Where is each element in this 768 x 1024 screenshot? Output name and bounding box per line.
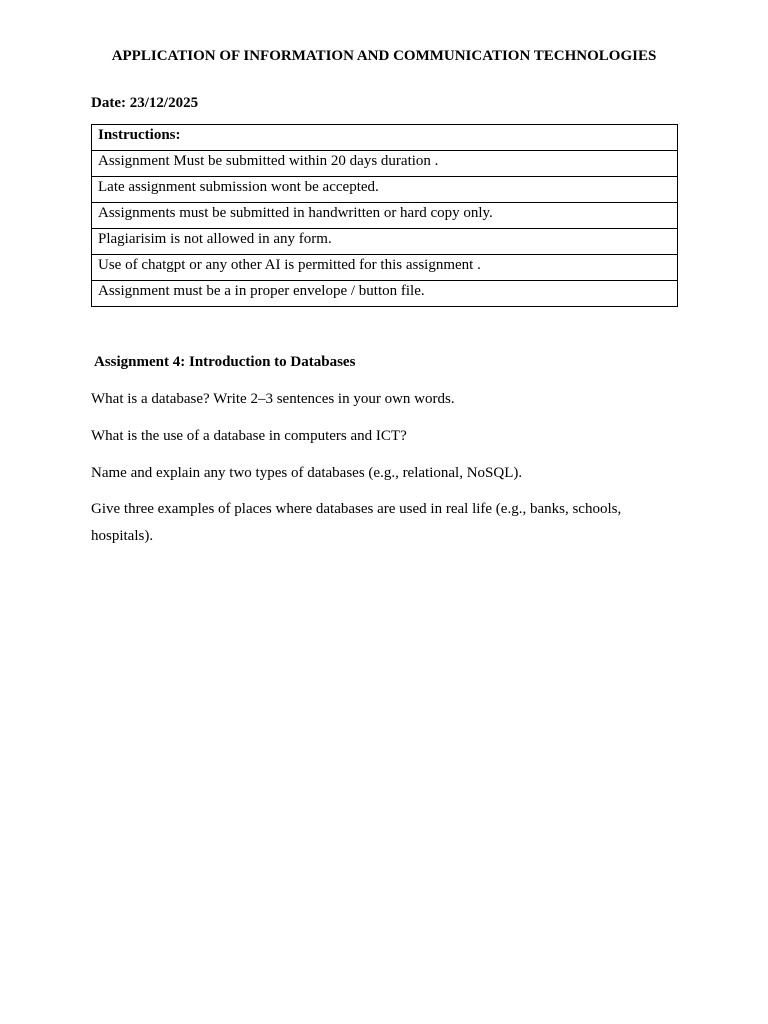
instruction-row <box>92 229 678 255</box>
instruction-row <box>92 151 678 177</box>
instructions-header-row <box>92 125 678 151</box>
document-title: APPLICATION OF INFORMATION AND COMMUNICATION TECHNOLOGIES <box>111 48 657 64</box>
instruction-item: Use of chatgpt or any other AI is permitted for this assignment . <box>92 255 678 281</box>
instruction-item: Plagiarisim is not allowed in any form. <box>92 229 678 255</box>
instruction-item: Assignments must be submitted in handwritten or hard copy only. <box>92 203 678 229</box>
instruction-row <box>92 203 678 229</box>
instructions-table <box>91 124 678 307</box>
instruction-row <box>92 281 678 307</box>
question-4: Give three examples of places where databases are used in real life (e.g., banks, schools, hospitals). <box>91 501 622 544</box>
instructions-heading: Instructions: <box>92 125 678 151</box>
instruction-row <box>92 255 678 281</box>
instruction-item: Late assignment submission wont be accepted. <box>92 177 678 203</box>
document-date: Date: 23/12/2025 <box>91 95 199 111</box>
instruction-item: Assignment Must be submitted within 20 days duration . <box>92 151 678 177</box>
assignment-heading: Assignment 4: Introduction to Databases <box>94 354 356 370</box>
question-2: What is the use of a database in computers and ICT? <box>91 428 407 444</box>
question-3: Name and explain any two types of databases (e.g., relational, NoSQL). <box>91 465 523 481</box>
question-1: What is a database? Write 2–3 sentences in your own words. <box>91 391 455 407</box>
instruction-row <box>92 177 678 203</box>
instruction-item: Assignment must be a in proper envelope / button file. <box>92 281 678 307</box>
